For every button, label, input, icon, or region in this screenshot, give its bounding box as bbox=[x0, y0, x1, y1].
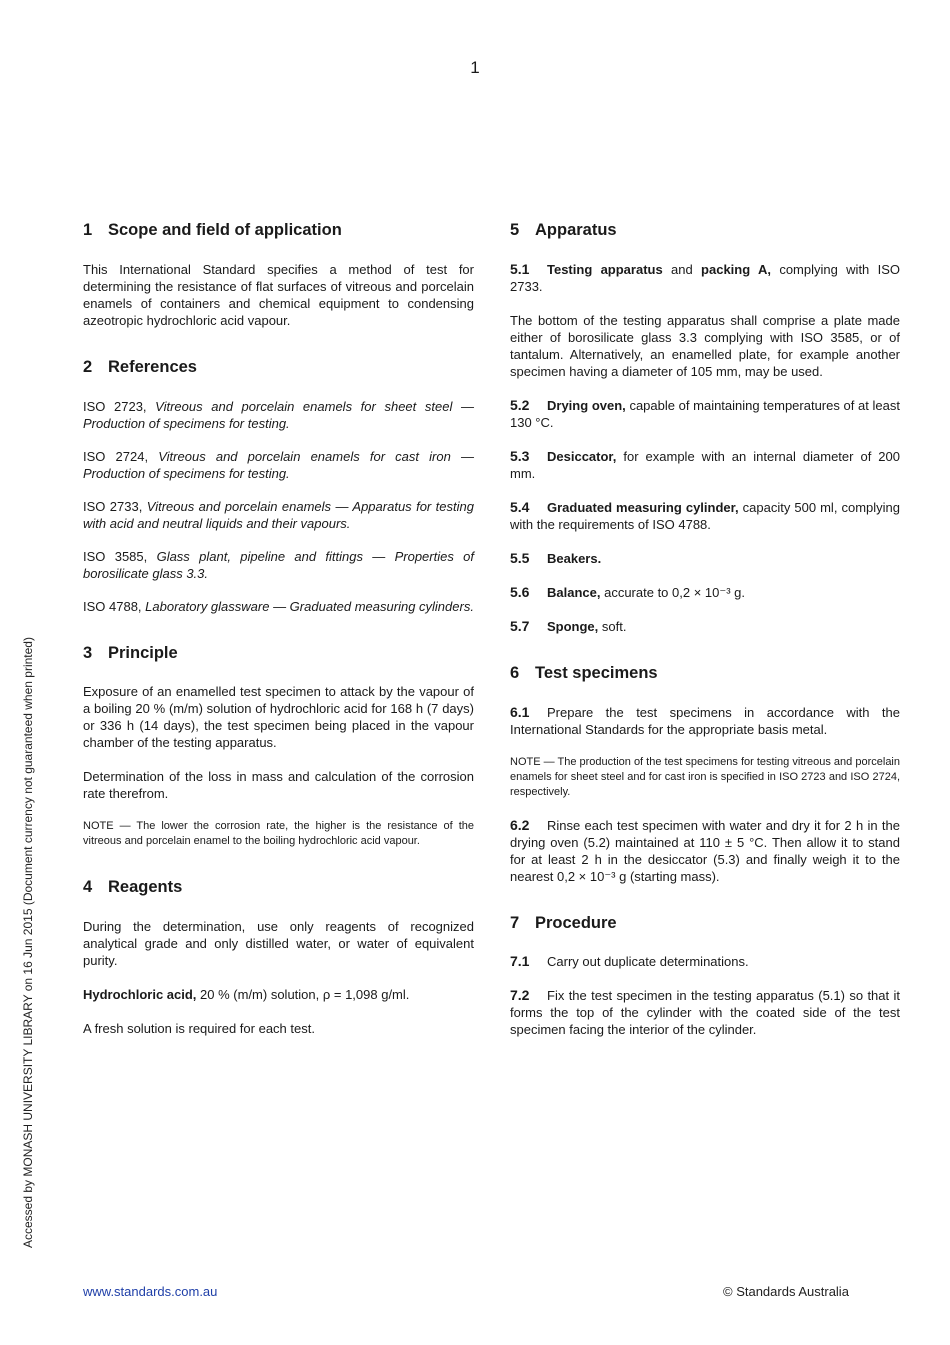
section-heading: 1 Scope and field of application bbox=[83, 221, 342, 239]
apparatus-bottom-text: The bottom of the testing apparatus shall comprise a plate made either of borosilicate glass 3.3 complying with ISO 3585, or of tantalum. Alternatively, an enamelled plate, for example another specimen having a diameter of 105 mm, may be used. bbox=[510, 312, 900, 379]
section-principle bbox=[83, 644, 474, 850]
section-procedure bbox=[510, 914, 900, 1039]
section-scope bbox=[83, 221, 474, 329]
scope-text: This International Standard specifies a method of test for determining the resistance of flat surfaces of vitreous and porcelain enamels of containers and chemical equipment to condensing azeotropic hydrochloric acid vapour. bbox=[83, 261, 474, 328]
specimen-note: NOTE — The production of the test specimens for testing vitreous and porcelain enamels for sheet steel and for cast iron is specified in ISO 2723 and ISO 2724, respectively. bbox=[510, 755, 900, 798]
page-number: 1 bbox=[470, 58, 480, 77]
hydrochloric-acid-item: Hydrochloric acid, 20 % (m/m) solution, ρ = 1,098 g/ml. bbox=[83, 987, 410, 1003]
section-heading: 7 Procedure bbox=[510, 913, 617, 932]
reference-item: ISO 2724, Vitreous and porcelain enamels for cast iron — Production of specimens for testing. bbox=[83, 448, 474, 481]
section-heading: 2 References bbox=[83, 357, 197, 376]
access-watermark: Accessed by MONASH UNIVERSITY LIBRARY on 16 Jun 2015 (Document currency not guaranteed when printed) bbox=[21, 637, 35, 1248]
right-column bbox=[510, 221, 900, 1067]
principle-text: Determination of the loss in mass and calculation of the corrosion rate therefrom. bbox=[83, 769, 474, 802]
section-heading: 5 Apparatus bbox=[510, 221, 617, 239]
section-apparatus bbox=[510, 221, 900, 635]
website-link[interactable]: www.standards.com.au bbox=[83, 1284, 218, 1299]
section-test-specimens bbox=[510, 664, 900, 885]
section-reagents bbox=[83, 878, 474, 1037]
copyright-notice: © Standards Australia bbox=[723, 1284, 849, 1299]
procedure-item: 7.2 Fix the test specimen in the testing apparatus (5.1) so that it forms the top of the cylinder with the coated side of the test specimen facing the interior of the cylinder. bbox=[510, 987, 900, 1038]
apparatus-item: 5.5 Beakers. bbox=[510, 549, 602, 566]
reagents-text: During the determination, use only reagents of recognized analytical grade and only distilled water, or water of equivalent purity. bbox=[83, 919, 474, 969]
reference-item: ISO 2733, Vitreous and porcelain enamels — Apparatus for testing with acid and neutral liquids and their vapours. bbox=[83, 498, 474, 531]
apparatus-item: 5.2 Drying oven, capable of maintaining temperatures of at least 130 °C. bbox=[510, 396, 900, 430]
principle-note: NOTE — The lower the corrosion rate, the higher is the resistance of the vitreous and porcelain enamel to the boiling hydrochloric acid vapour. bbox=[83, 820, 474, 848]
apparatus-item: 5.4 Graduated measuring cylinder, capacity 500 ml, complying with the requirements of ISO 4788. bbox=[510, 498, 900, 532]
apparatus-item: 5.3 Desiccator, for example with an internal diameter of 200 mm. bbox=[510, 447, 900, 481]
specimen-item: 6.1 Prepare the test specimens in accordance with the International Standards for the appropriate basis metal. bbox=[510, 703, 900, 737]
principle-text: Exposure of an enamelled test specimen to attack by the vapour of a boiling 20 % (m/m) solution of hydrochloric acid for 168 h (7 days) or 336 h (14 days), the test specimen being placed in the vapour chamber of the testing apparatus. bbox=[83, 684, 474, 751]
apparatus-item: 5.7 Sponge, soft. bbox=[510, 617, 627, 634]
left-column bbox=[83, 221, 474, 1066]
reference-item: ISO 4788, Laboratory glassware — Graduated measuring cylinders. bbox=[83, 598, 474, 614]
section-heading: 6 Test specimens bbox=[510, 663, 658, 682]
section-references bbox=[83, 358, 474, 615]
reference-item: ISO 3585, Glass plant, pipeline and fittings — Properties of borosilicate glass 3.3. bbox=[83, 548, 474, 581]
reagents-text: A fresh solution is required for each test. bbox=[83, 1021, 315, 1037]
reference-item: ISO 2723, Vitreous and porcelain enamels for sheet steel — Production of specimens for testing. bbox=[83, 398, 474, 431]
specimen-item: 6.2 Rinse each test specimen with water and dry it for 2 h in the drying oven (5.2) maintained at 110 ± 5 °C. Then allow it to stand for at least 2 h in the desiccator (5.3) and finally weigh it to the nearest 0,2 × 10⁻³ g (starting mass). bbox=[510, 816, 900, 884]
apparatus-item: 5.1 Testing apparatus and packing A, complying with ISO 2733. bbox=[510, 260, 900, 294]
procedure-item: 7.1 Carry out duplicate determinations. bbox=[510, 953, 749, 970]
section-heading: 3 Principle bbox=[83, 643, 178, 662]
apparatus-item: 5.6 Balance, accurate to 0,2 × 10⁻³ g. bbox=[510, 583, 746, 600]
section-heading: 4 Reagents bbox=[83, 878, 183, 897]
